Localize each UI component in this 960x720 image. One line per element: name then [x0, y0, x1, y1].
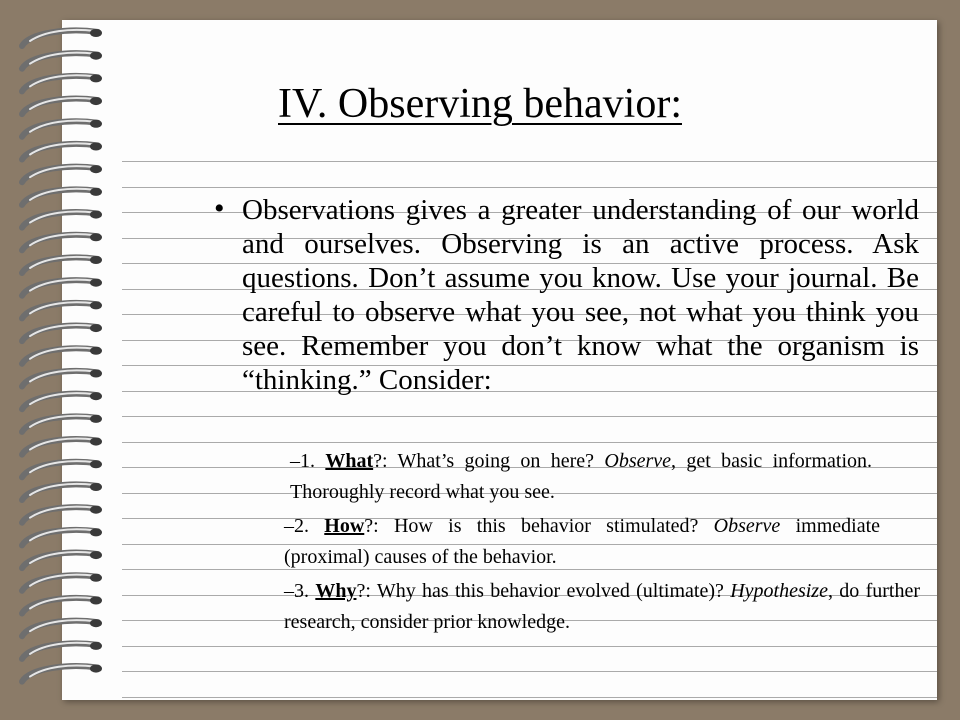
spiral-hole	[90, 347, 102, 355]
spiral-hole	[90, 233, 102, 241]
spiral-hole	[90, 642, 102, 650]
slide-title: IV. Observing behavior:	[278, 81, 682, 127]
spiral-hole	[90, 438, 102, 446]
spiral-hole	[90, 143, 102, 151]
item-description: , do further research, consider prior knowledge.	[284, 580, 920, 633]
item-prefix: –3.	[284, 580, 316, 602]
ruled-line	[122, 697, 937, 698]
ruled-line	[122, 646, 937, 647]
spiral-hole	[90, 256, 102, 264]
ruled-line	[122, 442, 937, 443]
item-question: ?: What’s going on here?	[373, 450, 605, 472]
consider-item-why	[284, 576, 920, 638]
item-prefix: –1.	[290, 450, 326, 472]
spiral-hole	[90, 415, 102, 423]
item-keyword: Hypothesize	[730, 580, 828, 602]
spiral-hole	[90, 574, 102, 582]
spiral-hole	[90, 29, 102, 37]
ruled-line	[122, 416, 937, 417]
item-description: , get basic information. Thoroughly record what you see.	[290, 450, 873, 503]
ruled-line	[122, 161, 937, 162]
spiral-hole	[90, 619, 102, 627]
ruled-line	[122, 671, 937, 672]
item-question: ?: Why has this behavior evolved (ultimate)?	[356, 580, 731, 602]
item-question: ?: How is this behavior stimulated?	[364, 515, 714, 537]
spiral-hole	[90, 597, 102, 605]
spiral-hole	[90, 551, 102, 559]
spiral-hole	[90, 188, 102, 196]
item-label: How	[324, 515, 365, 537]
spiral-hole	[90, 165, 102, 173]
spiral-hole	[90, 279, 102, 287]
spiral-hole	[90, 52, 102, 60]
main-paragraph: Observations gives a greater understanding of our world and ourselves. Observing is an active process. Ask questions. Don’t assume you know. Use your journal. Be careful to observe what you see, not what you think you see. Remember you don’t know what the organism is “thinking.” Consider:	[242, 194, 919, 396]
spiral-hole	[90, 324, 102, 332]
item-description: immediate (proximal) causes of the behavior.	[284, 515, 881, 568]
spiral-hole	[90, 483, 102, 491]
spiral-hole	[90, 211, 102, 219]
spiral-hole	[90, 665, 102, 673]
consider-item-what	[290, 446, 872, 508]
item-label: What	[325, 450, 374, 472]
item-keyword: Observe	[604, 450, 672, 472]
spiral-hole	[90, 528, 102, 536]
consider-item-how	[284, 511, 880, 573]
bullet-marker: •	[214, 192, 225, 225]
spiral-hole	[90, 506, 102, 514]
item-prefix: –2.	[284, 515, 325, 537]
spiral-hole	[90, 301, 102, 309]
spiral-hole	[90, 392, 102, 400]
item-keyword: Observe	[713, 515, 781, 537]
spiral-hole	[90, 460, 102, 468]
item-label: Why	[315, 580, 357, 602]
ruled-line	[122, 187, 937, 188]
spiral-hole	[90, 370, 102, 378]
